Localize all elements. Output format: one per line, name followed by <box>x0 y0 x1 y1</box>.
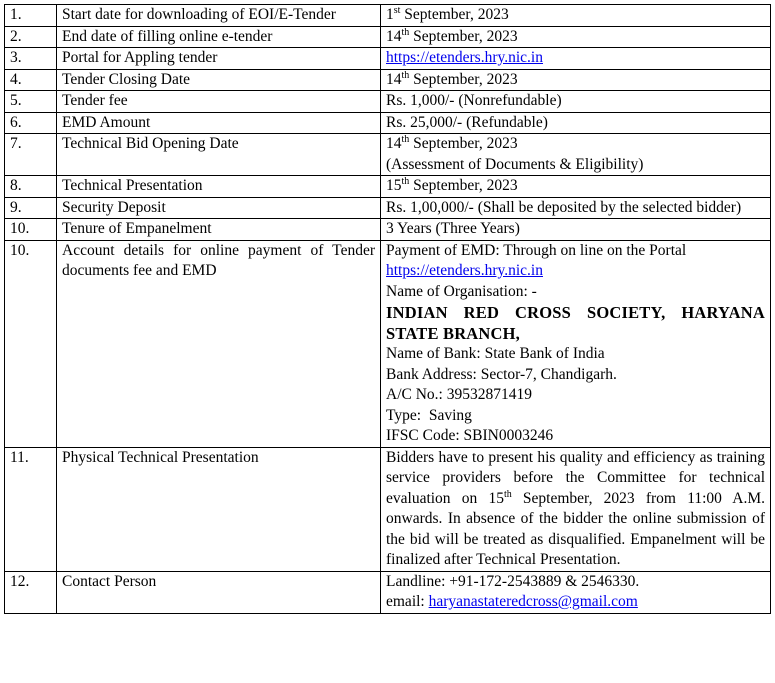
contact-details <box>381 571 771 613</box>
row-value: Rs. 1,000/- (Nonrefundable) <box>381 91 771 113</box>
email-label: email: <box>386 593 429 610</box>
email-link[interactable]: haryanastateredcross@gmail.com <box>428 593 638 610</box>
portal-link[interactable]: https://etenders.hry.nic.in <box>386 49 543 66</box>
date-suffix: th <box>401 134 410 145</box>
table-row <box>5 447 771 571</box>
presentation-text <box>381 447 771 571</box>
row-number: 9. <box>5 197 57 219</box>
row-label: Contact Person <box>57 571 381 613</box>
date-day: 14 <box>386 135 402 152</box>
account-type: Type: Saving <box>386 406 472 424</box>
table-row <box>5 176 771 198</box>
date-suffix: th <box>503 488 512 500</box>
date-rest: September, 2023 <box>400 6 509 23</box>
row-value-note: (Assessment of Documents & Eligibility) <box>386 155 644 173</box>
landline: Landline: +91-172-2543889 & 2546330. <box>386 572 640 590</box>
date-suffix: th <box>401 69 410 81</box>
row-number: 6. <box>5 112 57 134</box>
row-number: 10. <box>5 219 57 241</box>
table-row <box>5 240 771 447</box>
date-rest: September, 2023 <box>409 177 518 194</box>
table-row <box>5 5 771 27</box>
table-row <box>5 219 771 241</box>
row-label: Physical Technical Presentation <box>57 447 381 571</box>
table-row <box>5 91 771 113</box>
row-label: Tenure of Empanelment <box>57 219 381 241</box>
row-label: Start date for downloading of EOI/E-Tender <box>57 5 381 27</box>
row-value <box>381 134 771 176</box>
row-number: 1. <box>5 5 57 27</box>
date-rest: September, 2023 <box>409 27 518 45</box>
payment-portal-link[interactable]: https://etenders.hry.nic.in <box>386 262 543 279</box>
date-day: 1 <box>386 6 394 23</box>
organisation-name: INDIAN RED CROSS SOCIETY, HARYANA STATE BRANCH, <box>386 303 765 343</box>
tender-details-table <box>4 4 771 614</box>
row-label: End date of filling online e-tender <box>57 26 381 48</box>
row-number: 5. <box>5 91 57 113</box>
table-row <box>5 197 771 219</box>
row-label: Security Deposit <box>57 197 381 219</box>
row-label: Technical Bid Opening Date <box>57 134 381 176</box>
bank-name: Name of Bank: State Bank of India <box>386 345 605 362</box>
row-value <box>381 26 771 48</box>
row-number: 12. <box>5 571 57 613</box>
date-suffix: st <box>393 5 401 16</box>
row-value <box>381 5 771 27</box>
row-value <box>381 176 771 198</box>
presentation-text-start: Bidders have to present his quality and efficiency as training service providers before the Committee for technical evaluation on 15 <box>386 448 765 507</box>
row-label: Account details for online payment of Tender documents fee and EMD <box>57 240 381 447</box>
row-number: 4. <box>5 69 57 91</box>
table-row <box>5 134 771 176</box>
table-row <box>5 69 771 91</box>
row-value <box>381 48 771 70</box>
row-label: Tender Closing Date <box>57 69 381 91</box>
ifsc-code: IFSC Code: SBIN0003246 <box>386 427 554 444</box>
table-row <box>5 112 771 134</box>
date-suffix: th <box>401 176 410 187</box>
date-suffix: th <box>401 26 410 38</box>
row-value: 3 Years (Three Years) <box>381 219 771 241</box>
row-label: Technical Presentation <box>57 176 381 198</box>
row-label: Tender fee <box>57 91 381 113</box>
table-row <box>5 571 771 613</box>
row-number: 7. <box>5 134 57 176</box>
account-details <box>381 240 771 447</box>
row-number: 8. <box>5 176 57 198</box>
row-value: Rs. 25,000/- (Refundable) <box>381 112 771 134</box>
date-rest: September, 2023 <box>409 70 518 88</box>
date-day: 15 <box>386 177 402 194</box>
date-day: 14 <box>386 70 402 88</box>
row-label: EMD Amount <box>57 112 381 134</box>
row-number: 3. <box>5 48 57 70</box>
table-row <box>5 48 771 70</box>
bank-address: Bank Address: Sector-7, Chandigarh. <box>386 365 617 383</box>
organisation-label: Name of Organisation: - <box>386 282 537 300</box>
date-day: 14 <box>386 27 402 45</box>
row-value: Rs. 1,00,000/- (Shall be deposited by the selected bidder) <box>381 197 771 219</box>
row-value <box>381 69 771 91</box>
presentation-text-end: September, 2023 from 11:00 A.M. onwards. In absence of the bidder the online submission of the bid will be treated as disqualified. Empanelment will be finalized after Technical Presentation. <box>386 489 765 568</box>
account-number: A/C No.: 39532871419 <box>386 386 532 403</box>
date-rest: September, 2023 <box>409 135 518 152</box>
row-number: 2. <box>5 26 57 48</box>
row-number: 11. <box>5 447 57 571</box>
table-row <box>5 26 771 48</box>
row-label: Portal for Appling tender <box>57 48 381 70</box>
row-number: 10. <box>5 240 57 447</box>
payment-line: Payment of EMD: Through on line on the Portal <box>386 241 687 259</box>
